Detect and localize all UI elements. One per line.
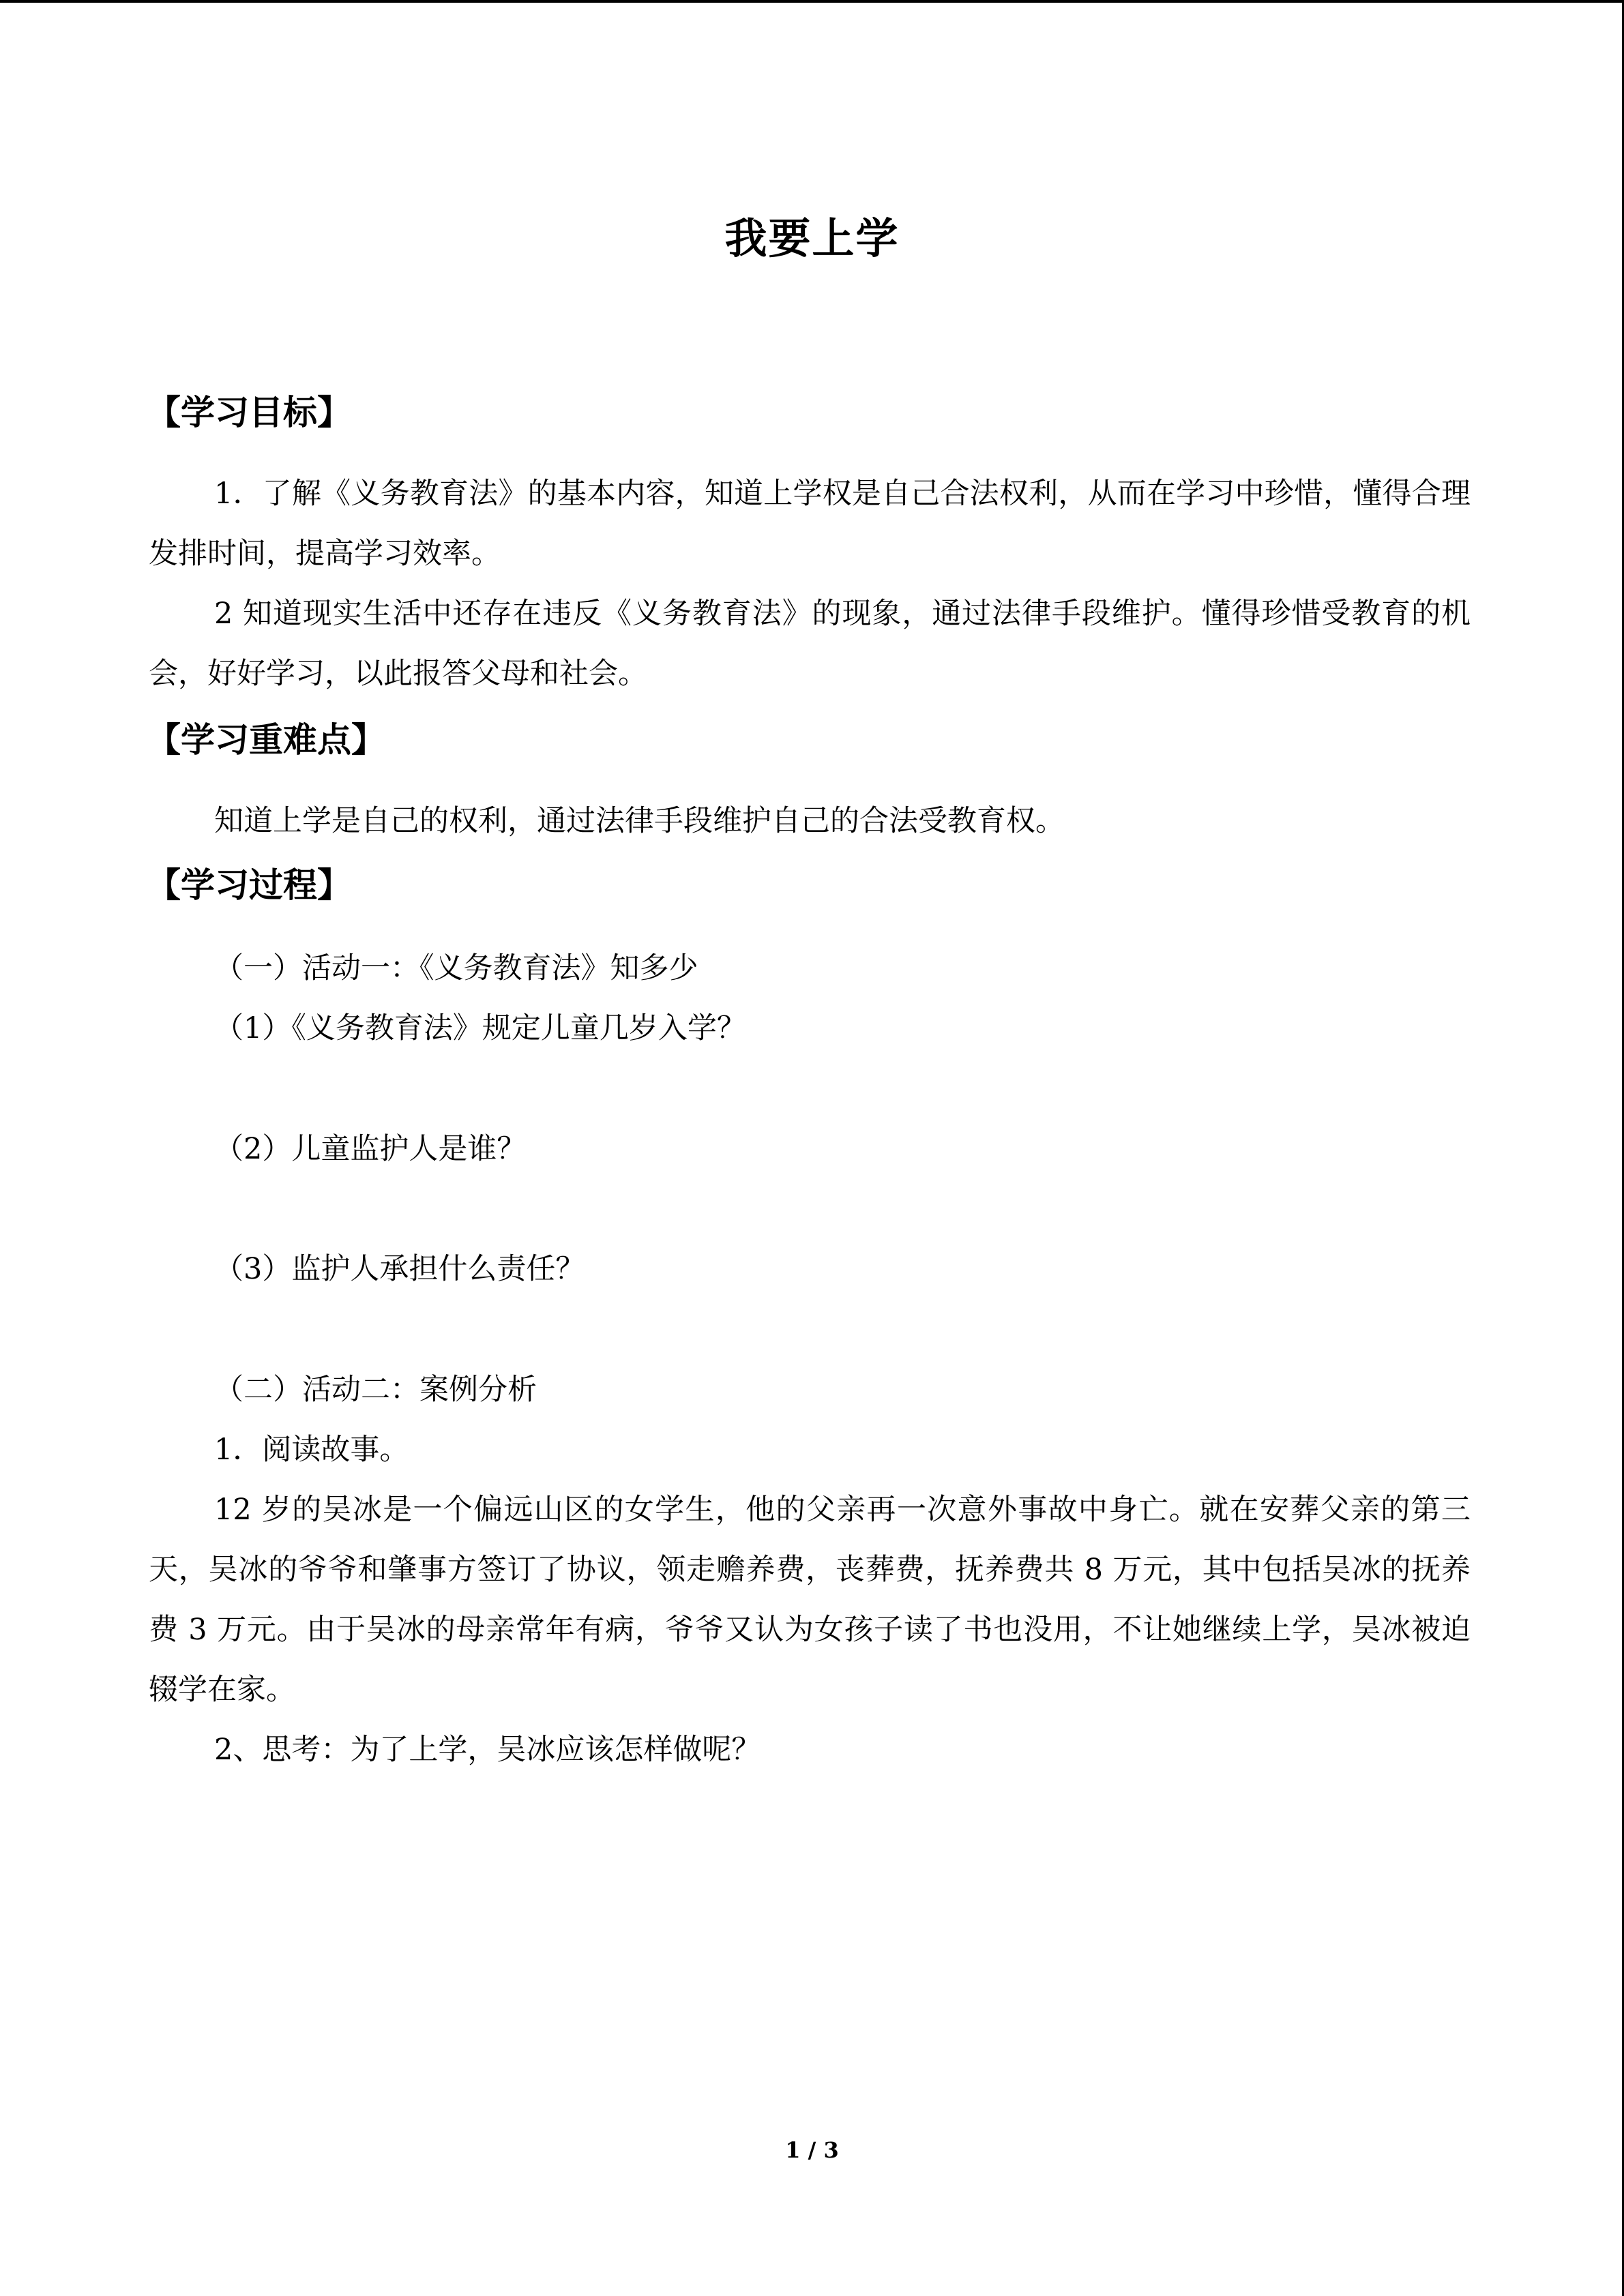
activity-1-question-1: （1）《义务教育法》规定儿童几岁入学？ [214, 1011, 746, 1045]
page-number: 1 / 3 [785, 2137, 839, 2163]
objective-item-1: 1．了解《义务教育法》的基本内容，知道上学权是自己合法权利，从而在学习中珍惜，懂得合理发排时间，提高学习效率。 [149, 477, 1471, 571]
activity-2-step-1: 1．阅读故事。 [214, 1433, 409, 1467]
page-top-border [0, 0, 1624, 3]
objective-item-2: 2 知道现实生活中还存在违反《义务教育法》的现象，通过法律手段维护。懂得珍惜受教育的机会，好好学习，以此报答父母和社会。 [149, 597, 1471, 691]
key-points-heading: 【学习重难点】 [147, 720, 385, 760]
activity-2-story: 12 岁的吴冰是一个偏远山区的女学生，他的父亲再一次意外事故中身亡。就在安葬父亲的第三天，吴冰的爷爷和肇事方签订了协议，领走赡养费，丧葬费，抚养费共 8 万元，其中包括吴冰的抚养费 3 万元。由于吴冰的母亲常年有病，爷爷又认为女孩子读了书也没用，不让她继续上学，吴冰被迫辍学在家。 [149, 1493, 1471, 1707]
document-title: 我要上学 [724, 213, 900, 263]
key-points-text: 知道上学是自己的权利，通过法律手段维护自己的合法受教育权。 [214, 804, 1065, 838]
activity-1-question-2: （2）儿童监护人是谁？ [214, 1132, 527, 1166]
activity-2-step-2: 2、思考：为了上学，吴冰应该怎样做呢？ [214, 1733, 761, 1767]
activity-1-title: （一）活动一：《义务教育法》知多少 [214, 951, 698, 985]
activity-2-title: （二）活动二：案例分析 [214, 1373, 537, 1407]
process-heading: 【学习过程】 [147, 865, 351, 905]
objectives-heading: 【学习目标】 [147, 393, 351, 432]
activity-1-question-3: （3）监护人承担什么责任？ [214, 1252, 585, 1286]
